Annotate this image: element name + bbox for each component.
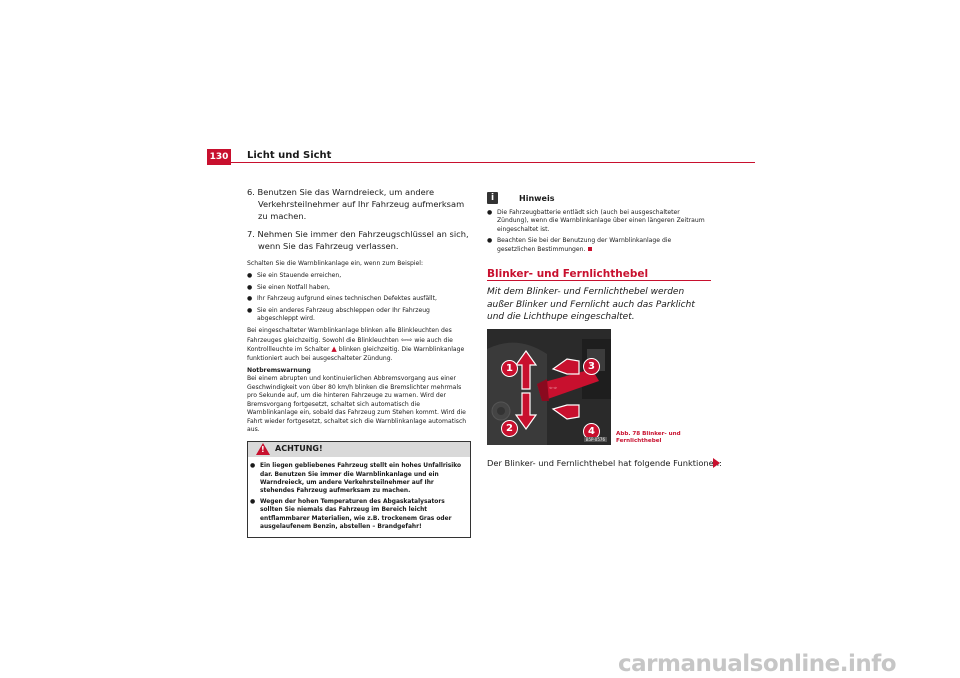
header-rule — [207, 162, 755, 163]
svg-text:⇦ ⇨: ⇦ ⇨ — [549, 385, 557, 390]
next-page-arrow-icon — [713, 458, 720, 468]
list-item: ● Wegen der hohen Temperaturen des Abgaskatalysators sollten Sie niemals das Fahrzeug im Bereich leicht entflammbarer Materialien, wie z.B. trockenem Gras oder ausgelaufenem Benzin, abstellen – Brandgefahr! — [250, 498, 467, 531]
hazard-text-c: blinken gleichzeitig. Die Warnblinkanlage funktioniert auch bei ausgeschalteter Zündung. — [247, 346, 465, 362]
hazard-text-a: Bei eingeschalteter Warnblinkanlage blinken alle Blinkleuchten des Fahrzeuges gleichzeitig. Sowohl die Blinkleuchten — [247, 327, 452, 344]
marker-3: 3 — [583, 358, 600, 375]
warning-header — [248, 441, 470, 457]
page-number: 130 — [207, 149, 231, 165]
running-header: Licht und Sicht — [247, 150, 332, 161]
notbrems-title: Notbremswarnung — [247, 367, 311, 375]
hazard-triangle-icon: ▲ — [331, 345, 337, 354]
list-item: ● Ihr Fahrzeug aufgrund eines technischen Defektes ausfällt, — [247, 295, 471, 303]
end-of-section-icon — [588, 247, 592, 251]
list-item: ● Die Fahrzeugbatterie entlädt sich (auch bei ausgeschalteter Zündung), wenn die Warnblinkanlage über einen längeren Zeitraum eingeschaltet ist. — [487, 209, 711, 234]
list-item — [487, 237, 711, 254]
warning-body — [248, 457, 470, 537]
notbrems-text: Bei einem abrupten und kontinuierlichen Abbremsvorgang aus einer Geschwindigkeit von über 80 km/h blinken die Bremslichter mehrmals pro Sekunde auf, um die hinteren Fahrzeuge zu warnen. Wird der Bremsvorgang fortgesetzt, schaltet sich automatisch die Warnblinkanlage ein, sobald das Fahrzeug zum Stehen kommt. Wird die Fahrt wieder fortgesetzt, schaltet sich die Warnblinkanlage automatisch aus. — [247, 375, 467, 433]
hazard-intro: Schalten Sie die Warnblinkanlage ein, wenn zum Beispiel: — [247, 260, 424, 267]
section-title: Blinker- und Fernlichthebel — [487, 268, 649, 280]
figure-caption — [616, 431, 681, 445]
step-6: 6. Benutzen Sie das Warndreieck, um andere Verkehrsteilnehmer auf Ihr Fahrzeug aufmerksam zu machen. — [247, 187, 465, 221]
left-column — [247, 186, 471, 538]
watermark: carmanualsonline.info — [618, 651, 897, 677]
hint-header — [487, 192, 711, 206]
hint-block — [487, 192, 711, 257]
list-item: ● Sie einen Notfall haben, — [247, 284, 471, 292]
step-7: 7. Nehmen Sie immer den Fahrzeugschlüssel an sich, wenn Sie das Fahrzeug verlassen. — [247, 229, 469, 251]
list-item: ● Sie ein Stauende erreichen, — [247, 272, 471, 280]
hazard-paragraph — [247, 327, 471, 363]
list-item: ● Sie ein anderes Fahrzeug abschleppen oder Ihr Fahrzeug abgeschleppt wird. — [247, 307, 471, 324]
warning-exclamation: ! — [261, 445, 265, 455]
functions-intro: Der Blinker- und Fernlichthebel hat folgende Funktionen: — [487, 458, 722, 468]
list-item: ● Ein liegen gebliebenes Fahrzeug stellt ein hohes Unfallrisiko dar. Benutzen Sie immer die Warnblinkanlage und ein Warndreieck, um andere Verkehrsteilnehmer auf Ihr stehendes Fahrzeug aufmerksam zu machen. — [250, 462, 467, 495]
info-icon: i — [487, 192, 498, 204]
section-intro: Mit dem Blinker- und Fernlichthebel werden außer Blinker und Fernlicht auch das Parklicht und die Lichthupe eingeschaltet. — [487, 287, 695, 322]
hazard-bullet-list — [247, 272, 471, 323]
warning-box — [247, 441, 471, 538]
marker-2: 2 — [501, 420, 518, 437]
figure-caption-line-1: Abb. 78 Blinker- und — [616, 431, 681, 437]
hazard-text-b: wie auch die Kontrollleuchte im Schalter — [247, 336, 453, 354]
figure-code: B5P-0576 — [585, 437, 605, 442]
marker-4: 4 — [583, 423, 600, 440]
section-rule — [487, 280, 711, 281]
lever-figure — [487, 329, 611, 445]
turn-signal-arrows-icon: ⇦⇨ — [400, 335, 413, 344]
hint-label: Hinweis — [519, 194, 555, 203]
marker-1: 1 — [501, 360, 518, 377]
warning-label: ACHTUNG! — [275, 444, 323, 454]
hint-item-text: Beachten Sie bei der Benutzung der Warnblinkanlage die gesetzlichen Bestimmungen. — [497, 237, 672, 253]
hint-body — [487, 209, 711, 254]
figure-caption-line-2: Fernlichthebel — [616, 438, 662, 444]
